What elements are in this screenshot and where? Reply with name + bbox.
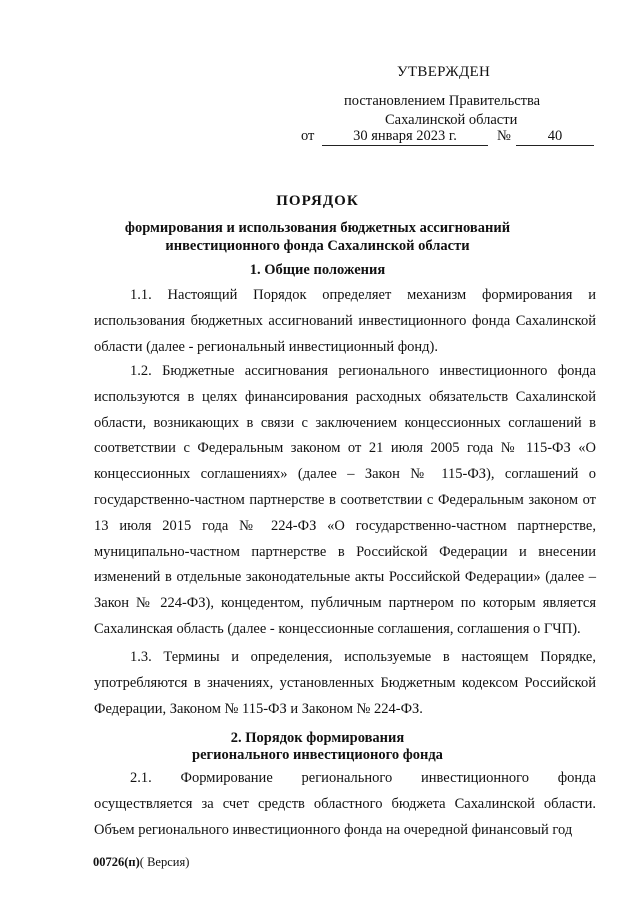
document-title: ПОРЯДОК [276,193,359,209]
approval-line-1: постановлением Правительства [344,93,541,109]
paragraph-2-1: 2.1. Формирование регионального инвестиционного фонда осуществляется за счет средств областного бюджета Сахалинской области. Объем регионального инвестиционного фонда на очередной финансовый год [94,770,596,838]
document-subtitle-line-1: формирования и использования бюджетных ассигнований [124,220,511,236]
section-2-heading-line-1: 2. Порядок формирования [230,730,405,746]
paragraph-1-2: 1.2. Бюджетные ассигнования регионального инвестиционного фонда используются в целях финансирования расходных обязательств Сахалинской области, возникающих в связи с заключением концессионных соглашений в соответствии с Федеральным законом от 21 июля 2005 года № 115-ФЗ «О концессионных соглашениях» (далее – Закон № 115-ФЗ), соглашений о государственно-частном партнерстве в соответствии с Федеральным законом от 13 июля 2015 года № 224-ФЗ «О государственно-частном партнерстве, муниципально-частном партнерстве в Российской Федерации и внесении изменений в отдельные законодательные акты Российской Федерации» (далее – Закон № 224-ФЗ), концедентом, публичным партнером по которым является Сахалинская область (далее - концессионные соглашения, соглашения о ГЧП). [94,363,596,637]
approval-line-2: Сахалинской области [385,112,518,128]
footer-code: 00726(п) [93,855,140,869]
paragraph-1-3: 1.3. Термины и определения, используемые в настоящем Порядке, употребляются в значениях, установленных Бюджетным кодексом Российской Федерации, Законом № 115-ФЗ и Законом № 224-ФЗ. [94,649,596,717]
footer-version [93,855,189,870]
number-label: № [497,128,511,144]
footer-version-label: ( Версия) [139,855,190,869]
paragraph-1-1: 1.1. Настоящий Порядок определяет механизм формирования и использования бюджетных ассигнований инвестиционного фонда Сахалинской области (далее - региональный инвестиционный фонд). [94,287,596,355]
section-2-heading-line-2: регионального инвестиционого фонда [192,747,443,763]
document-subtitle-line-2: инвестиционного фонда Сахалинской области [165,238,470,254]
date-from-label: от [301,128,315,144]
approval-number: 40 [516,128,594,146]
approval-date: 30 января 2023 г. [322,128,488,146]
section-1-heading: 1. Общие положения [249,262,386,278]
approval-title: УТВЕРЖДЕН [397,64,491,80]
